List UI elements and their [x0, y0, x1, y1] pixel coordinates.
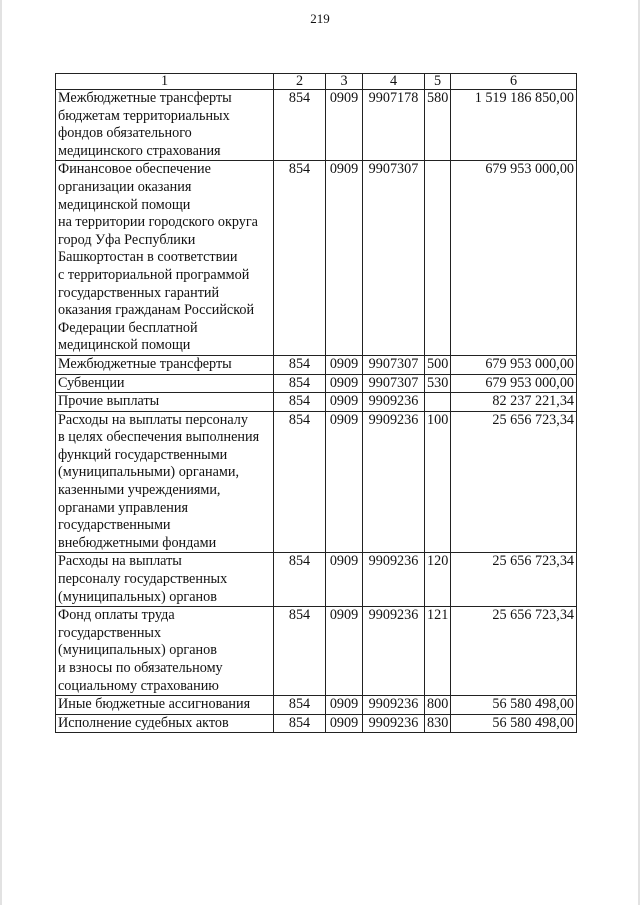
table-row — [56, 393, 577, 412]
row-code-4-cell: 9909236 — [363, 607, 425, 696]
row-code-3-cell: 0909 — [326, 553, 363, 607]
column-header-4: 4 — [363, 74, 425, 90]
row-code-3-cell: 0909 — [326, 607, 363, 696]
table-row — [56, 355, 577, 374]
row-code-2-cell: 854 — [274, 696, 326, 715]
row-name-cell: Расходы на выплаты персоналу государственных (муниципальных) органов — [56, 553, 274, 607]
row-code-4-cell: 9907178 — [363, 90, 425, 161]
row-amount-cell: 679 953 000,00 — [451, 355, 577, 374]
row-code-4-cell: 9909236 — [363, 411, 425, 553]
row-code-4-cell: 9909236 — [363, 696, 425, 715]
column-header-1: 1 — [56, 74, 274, 90]
row-code-3-cell: 0909 — [326, 374, 363, 393]
budget-table — [55, 73, 577, 733]
row-name-cell: Прочие выплаты — [56, 393, 274, 412]
row-code-3-cell: 0909 — [326, 411, 363, 553]
row-code-2-cell: 854 — [274, 90, 326, 161]
row-name-cell: Иные бюджетные ассигнования — [56, 696, 274, 715]
column-header-2: 2 — [274, 74, 326, 90]
row-code-5-cell: 500 — [425, 355, 451, 374]
row-code-3-cell: 0909 — [326, 714, 363, 733]
row-code-5-cell: 830 — [425, 714, 451, 733]
row-amount-cell: 56 580 498,00 — [451, 714, 577, 733]
row-name-cell: Расходы на выплаты персоналу в целях обеспечения выполнения функций государственными (муниципальными) органами, казенными учреждениями, органами управления государственными внебюджетными фондами — [56, 411, 274, 553]
table-row — [56, 553, 577, 607]
row-code-4-cell: 9909236 — [363, 714, 425, 733]
table-header-row — [56, 74, 577, 90]
table-row — [56, 411, 577, 553]
table-row — [56, 607, 577, 696]
row-amount-cell: 25 656 723,34 — [451, 411, 577, 553]
row-name-cell: Субвенции — [56, 374, 274, 393]
row-code-3-cell: 0909 — [326, 90, 363, 161]
row-amount-cell: 679 953 000,00 — [451, 161, 577, 356]
table-row — [56, 696, 577, 715]
row-code-2-cell: 854 — [274, 161, 326, 356]
row-code-2-cell: 854 — [274, 607, 326, 696]
row-name-cell: Межбюджетные трансферты — [56, 355, 274, 374]
row-code-5-cell: 121 — [425, 607, 451, 696]
row-code-2-cell: 854 — [274, 374, 326, 393]
row-code-2-cell: 854 — [274, 714, 326, 733]
row-name-cell: Фонд оплаты труда государственных (муниципальных) органов и взносы по обязательному социальному страхованию — [56, 607, 274, 696]
row-code-5-cell: 530 — [425, 374, 451, 393]
row-code-5-cell: 120 — [425, 553, 451, 607]
row-code-4-cell: 9909236 — [363, 393, 425, 412]
row-name-cell: Финансовое обеспечение организации оказания медицинской помощи на территории городского округа город Уфа Республики Башкортостан в соответствии с территориальной программой государственных гарантий оказания гражданам Российской Федерации бесплатной медицинской помощи — [56, 161, 274, 356]
column-header-3: 3 — [326, 74, 363, 90]
row-code-3-cell: 0909 — [326, 393, 363, 412]
row-name-cell: Межбюджетные трансферты бюджетам территориальных фондов обязательного медицинского страхования — [56, 90, 274, 161]
scan-left-edge — [0, 0, 2, 905]
table-row — [56, 714, 577, 733]
column-header-5: 5 — [425, 74, 451, 90]
row-amount-cell: 82 237 221,34 — [451, 393, 577, 412]
row-code-5-cell: 100 — [425, 411, 451, 553]
row-amount-cell: 56 580 498,00 — [451, 696, 577, 715]
table-row — [56, 161, 577, 356]
row-code-2-cell: 854 — [274, 355, 326, 374]
row-code-3-cell: 0909 — [326, 696, 363, 715]
row-code-5-cell — [425, 393, 451, 412]
row-code-5-cell — [425, 161, 451, 356]
row-amount-cell: 679 953 000,00 — [451, 374, 577, 393]
row-code-2-cell: 854 — [274, 411, 326, 553]
row-amount-cell: 25 656 723,34 — [451, 553, 577, 607]
page-number: 219 — [310, 11, 330, 26]
row-code-5-cell: 580 — [425, 90, 451, 161]
table-row — [56, 374, 577, 393]
row-code-4-cell: 9907307 — [363, 355, 425, 374]
row-code-2-cell: 854 — [274, 553, 326, 607]
row-code-5-cell: 800 — [425, 696, 451, 715]
row-name-cell: Исполнение судебных актов — [56, 714, 274, 733]
table-row — [56, 90, 577, 161]
column-header-6: 6 — [451, 74, 577, 90]
row-code-3-cell: 0909 — [326, 355, 363, 374]
row-code-4-cell: 9907307 — [363, 161, 425, 356]
row-code-2-cell: 854 — [274, 393, 326, 412]
row-code-4-cell: 9907307 — [363, 374, 425, 393]
row-code-4-cell: 9909236 — [363, 553, 425, 607]
row-amount-cell: 1 519 186 850,00 — [451, 90, 577, 161]
row-amount-cell: 25 656 723,34 — [451, 607, 577, 696]
row-code-3-cell: 0909 — [326, 161, 363, 356]
